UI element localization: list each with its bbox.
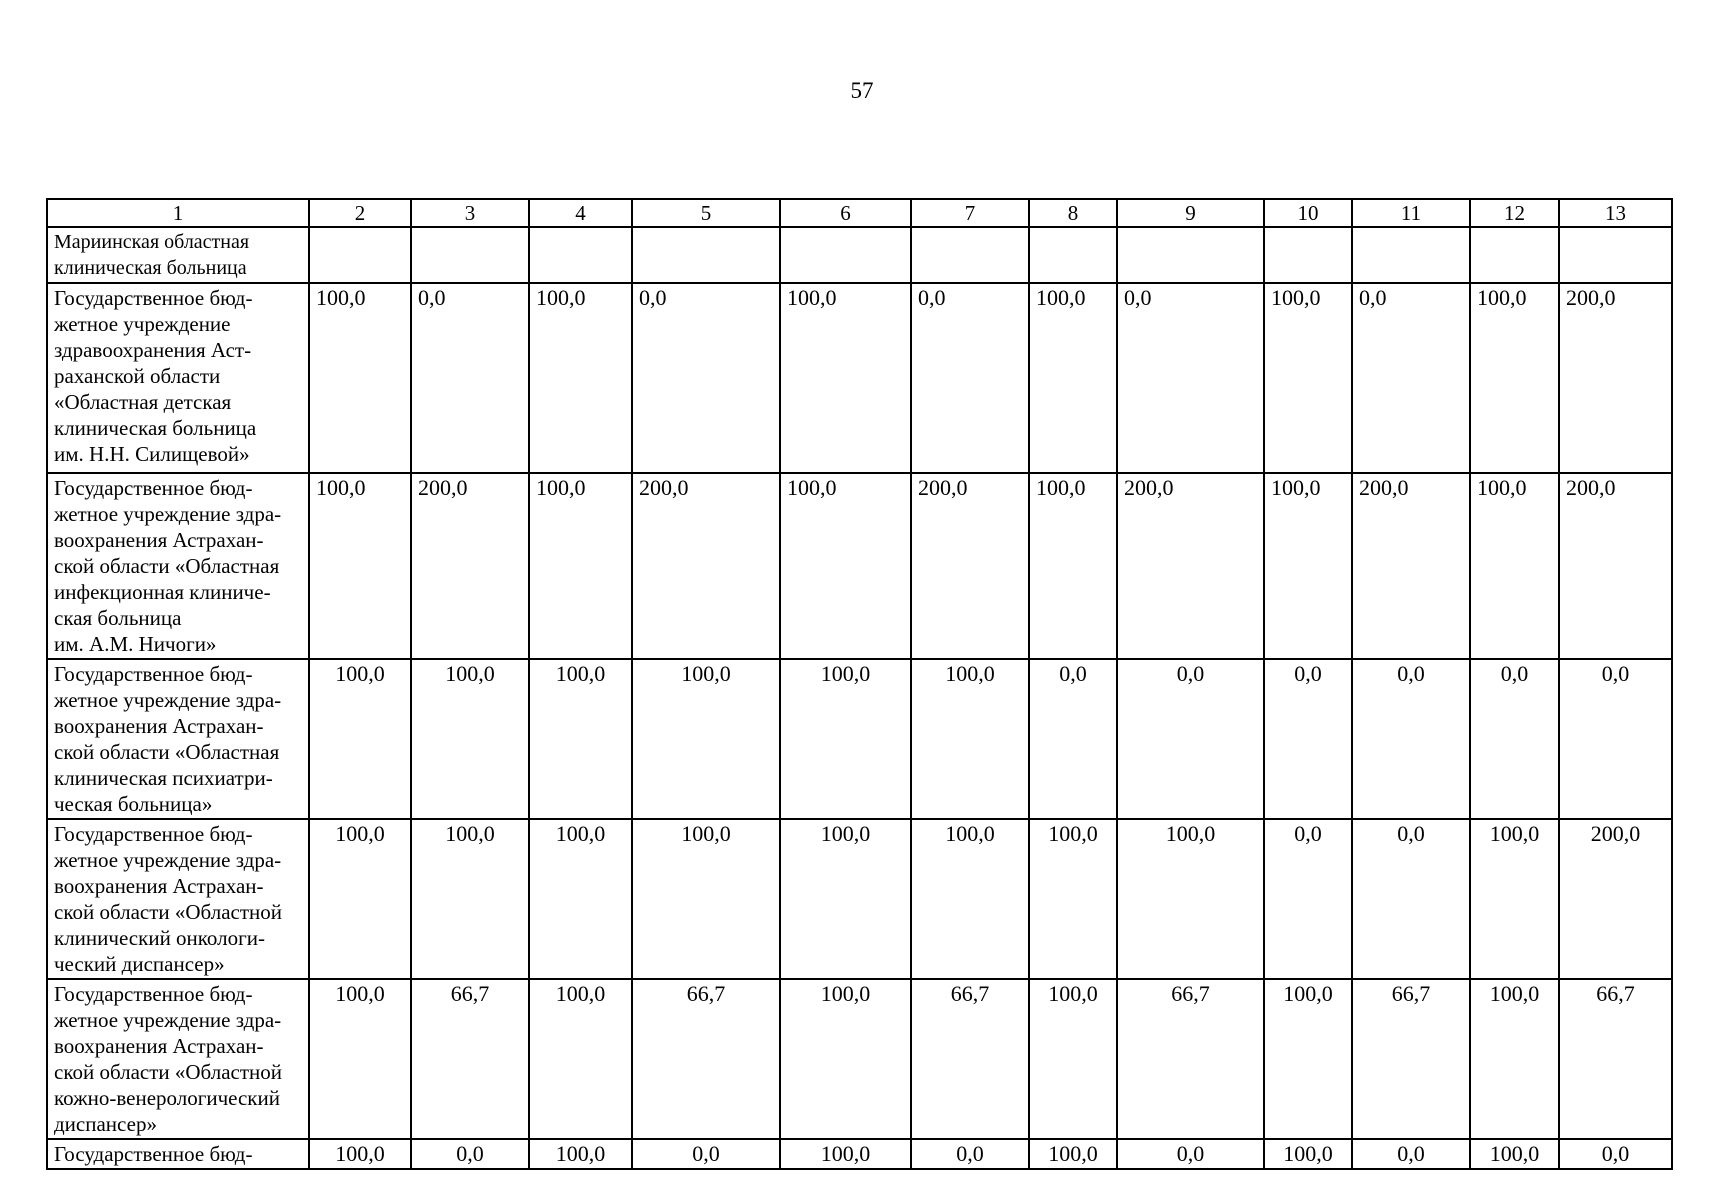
- value-cell: 200,0: [411, 473, 529, 659]
- column-header: 1: [47, 199, 309, 227]
- value-cell: 100,0: [1029, 283, 1117, 473]
- value-cell: 66,7: [1352, 979, 1470, 1139]
- value-cell: 100,0: [780, 659, 911, 819]
- value-cell: 100,0: [529, 819, 632, 979]
- institution-name-line: жетное учреждение здра-: [54, 502, 282, 526]
- institution-name-line: Государственное бюд-: [54, 1142, 253, 1166]
- table-row: [47, 819, 1672, 979]
- institution-name-line: клинический онкологи-: [54, 926, 265, 950]
- value-cell: 66,7: [1117, 979, 1264, 1139]
- page-number: 57: [850, 78, 874, 103]
- value-cell: 0,0: [1117, 659, 1264, 819]
- value-cell: 100,0: [1029, 819, 1117, 979]
- institution-name-line: жетное учреждение здра-: [54, 1008, 282, 1032]
- column-header: 7: [911, 199, 1029, 227]
- value-cell: 200,0: [1559, 283, 1672, 473]
- value-cell: 100,0: [780, 283, 911, 473]
- institution-name-line: им. Н.Н. Силищевой»: [54, 442, 250, 466]
- institution-name-line: Государственное бюд-: [54, 822, 253, 846]
- value-cell: 0,0: [1352, 659, 1470, 819]
- table-row: [47, 659, 1672, 819]
- value-cell: 100,0: [309, 819, 411, 979]
- value-cell: 100,0: [632, 659, 780, 819]
- value-cell: 100,0: [1029, 979, 1117, 1139]
- value-cell: 0,0: [632, 283, 780, 473]
- value-cell: 100,0: [780, 1139, 911, 1169]
- institution-name: [47, 979, 309, 1139]
- institution-name-line: воохранения Астрахан-: [54, 1034, 264, 1058]
- institution-name-line: ской области «Областной: [54, 1060, 282, 1084]
- institution-name-line: воохранения Астрахан-: [54, 528, 264, 552]
- value-cell: 0,0: [1559, 1139, 1672, 1169]
- value-cell: 0,0: [1264, 659, 1352, 819]
- column-header: 4: [529, 199, 632, 227]
- value-cell: 100,0: [780, 819, 911, 979]
- data-table: [46, 198, 1673, 1170]
- institution-name-line: ская больница: [54, 606, 182, 630]
- value-cell: 100,0: [1470, 473, 1559, 659]
- institution-name-line: ческий диспансер»: [54, 952, 225, 976]
- value-cell: 100,0: [911, 819, 1029, 979]
- value-cell: 0,0: [411, 1139, 529, 1169]
- column-header: 8: [1029, 199, 1117, 227]
- institution-name: [47, 227, 309, 283]
- column-header: 9: [1117, 199, 1264, 227]
- value-cell: [780, 227, 911, 283]
- table-body: [47, 227, 1672, 1169]
- value-cell: 66,7: [1559, 979, 1672, 1139]
- column-header: 2: [309, 199, 411, 227]
- value-cell: 200,0: [1559, 473, 1672, 659]
- value-cell: 0,0: [1352, 283, 1470, 473]
- institution-name: [47, 473, 309, 659]
- value-cell: [1029, 227, 1117, 283]
- institution-name: [47, 283, 309, 473]
- institution-name-line: «Областная детская: [54, 390, 232, 414]
- value-cell: 0,0: [911, 283, 1029, 473]
- institution-name-line: ческая больница»: [54, 792, 213, 816]
- value-cell: 0,0: [1117, 283, 1264, 473]
- value-cell: [911, 227, 1029, 283]
- value-cell: 100,0: [1029, 1139, 1117, 1169]
- value-cell: 100,0: [1470, 1139, 1559, 1169]
- value-cell: 100,0: [529, 1139, 632, 1169]
- institution-name-line: ской области «Областная: [54, 740, 280, 764]
- value-cell: [411, 227, 529, 283]
- value-cell: 100,0: [529, 659, 632, 819]
- institution-name-line: жетное учреждение: [54, 312, 231, 336]
- value-cell: 100,0: [309, 659, 411, 819]
- institution-name-line: кожно-венерологический: [54, 1086, 280, 1110]
- value-cell: 200,0: [1559, 819, 1672, 979]
- value-cell: [1264, 227, 1352, 283]
- value-cell: 100,0: [780, 979, 911, 1139]
- value-cell: 0,0: [1352, 1139, 1470, 1169]
- value-cell: 0,0: [1559, 659, 1672, 819]
- value-cell: 0,0: [1352, 819, 1470, 979]
- column-header: 6: [780, 199, 911, 227]
- header-row: [47, 199, 1672, 227]
- value-cell: 100,0: [309, 283, 411, 473]
- institution-name-line: воохранения Астрахан-: [54, 714, 264, 738]
- value-cell: 100,0: [411, 659, 529, 819]
- column-header: 5: [632, 199, 780, 227]
- institution-name-line: раханской области: [54, 364, 221, 388]
- institution-name-line: клиническая больница: [54, 257, 247, 279]
- value-cell: [309, 227, 411, 283]
- table-row: [47, 283, 1672, 473]
- institution-name-line: клиническая больница: [54, 416, 257, 440]
- value-cell: 100,0: [529, 473, 632, 659]
- column-header: 11: [1352, 199, 1470, 227]
- value-cell: 100,0: [1264, 283, 1352, 473]
- value-cell: 100,0: [1264, 979, 1352, 1139]
- value-cell: 200,0: [1352, 473, 1470, 659]
- value-cell: 66,7: [411, 979, 529, 1139]
- institution-name-line: Государственное бюд-: [54, 286, 253, 310]
- institution-name-line: им. А.М. Ничоги»: [54, 632, 217, 656]
- column-header: 3: [411, 199, 529, 227]
- table-row: [47, 1139, 1672, 1169]
- value-cell: 100,0: [309, 1139, 411, 1169]
- value-cell: 100,0: [1470, 283, 1559, 473]
- value-cell: 200,0: [632, 473, 780, 659]
- value-cell: 100,0: [1029, 473, 1117, 659]
- institution-name-line: Мариинская областная: [54, 231, 250, 253]
- value-cell: 66,7: [911, 979, 1029, 1139]
- value-cell: 100,0: [1264, 1139, 1352, 1169]
- value-cell: 0,0: [632, 1139, 780, 1169]
- institution-name-line: ской области «Областной: [54, 900, 282, 924]
- value-cell: [1117, 227, 1264, 283]
- value-cell: 66,7: [632, 979, 780, 1139]
- value-cell: 100,0: [1470, 819, 1559, 979]
- value-cell: 0,0: [1029, 659, 1117, 819]
- value-cell: 0,0: [1117, 1139, 1264, 1169]
- table-row: [47, 979, 1672, 1139]
- value-cell: 100,0: [911, 659, 1029, 819]
- institution-name: [47, 819, 309, 979]
- value-cell: [1352, 227, 1470, 283]
- institution-name-line: ской области «Областная: [54, 554, 280, 578]
- institution-name-line: диспансер»: [54, 1112, 157, 1136]
- value-cell: [529, 227, 632, 283]
- value-cell: 100,0: [529, 979, 632, 1139]
- value-cell: 100,0: [309, 979, 411, 1139]
- institution-name-line: здравоохранения Аст-: [54, 338, 252, 362]
- institution-name: [47, 659, 309, 819]
- value-cell: 100,0: [1470, 979, 1559, 1139]
- value-cell: 100,0: [1117, 819, 1264, 979]
- institution-name-line: жетное учреждение здра-: [54, 688, 282, 712]
- value-cell: 100,0: [1264, 473, 1352, 659]
- institution-name-line: инфекционная клиниче-: [54, 580, 271, 604]
- value-cell: [1470, 227, 1559, 283]
- institution-name-line: Государственное бюд-: [54, 982, 253, 1006]
- value-cell: 100,0: [309, 473, 411, 659]
- value-cell: 100,0: [632, 819, 780, 979]
- column-header: 10: [1264, 199, 1352, 227]
- institution-name-line: Государственное бюд-: [54, 662, 253, 686]
- value-cell: 0,0: [1264, 819, 1352, 979]
- institution-name-line: клиническая психиатри-: [54, 766, 273, 790]
- institution-name-line: Государственное бюд-: [54, 476, 253, 500]
- value-cell: 0,0: [911, 1139, 1029, 1169]
- table-row: [47, 473, 1672, 659]
- column-header: 12: [1470, 199, 1559, 227]
- table-row: [47, 227, 1672, 283]
- institution-name: [47, 1139, 309, 1169]
- value-cell: 200,0: [1117, 473, 1264, 659]
- value-cell: 100,0: [411, 819, 529, 979]
- value-cell: 200,0: [911, 473, 1029, 659]
- value-cell: [1559, 227, 1672, 283]
- institution-name-line: жетное учреждение здра-: [54, 848, 282, 872]
- value-cell: [632, 227, 780, 283]
- column-header: 13: [1559, 199, 1672, 227]
- value-cell: 100,0: [780, 473, 911, 659]
- value-cell: 0,0: [1470, 659, 1559, 819]
- value-cell: 0,0: [411, 283, 529, 473]
- value-cell: 100,0: [529, 283, 632, 473]
- institution-name-line: воохранения Астрахан-: [54, 874, 264, 898]
